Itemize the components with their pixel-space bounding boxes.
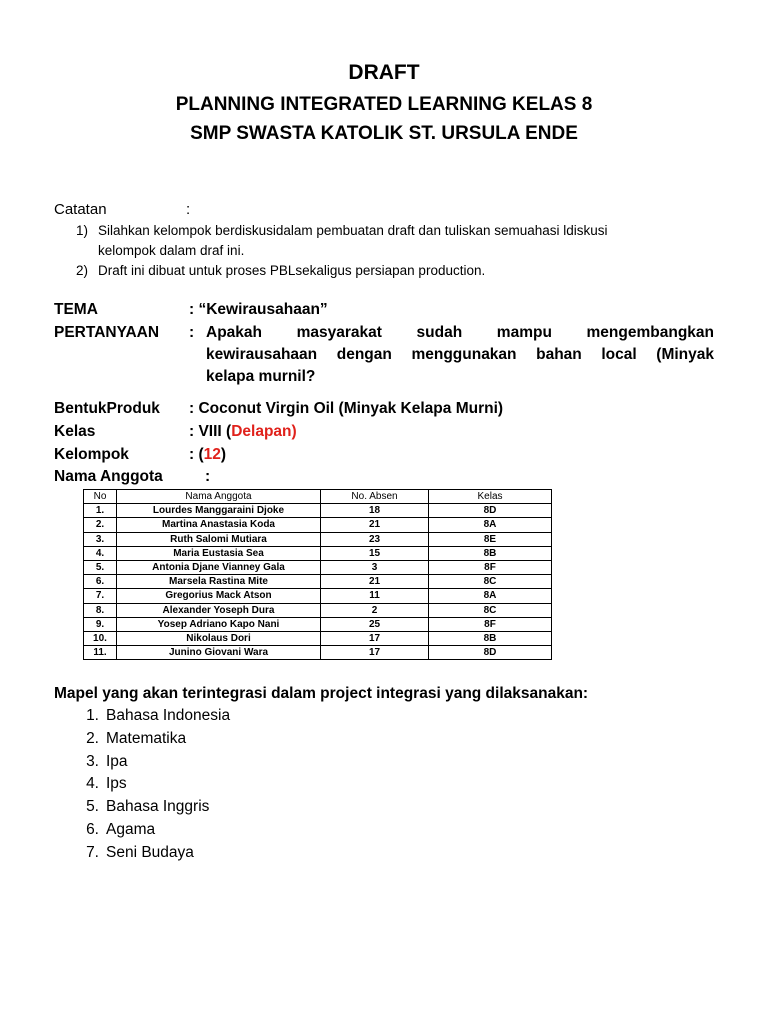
- table-row: [84, 546, 552, 560]
- notes-colon: :: [186, 201, 191, 218]
- table-cell: Martina Anastasia Koda: [117, 518, 321, 532]
- note-text-line: kelompok dalam draf ini.: [98, 243, 245, 258]
- kelas-red-text: Delapan): [231, 423, 297, 440]
- table-row: [84, 575, 552, 589]
- table-row: [84, 560, 552, 574]
- table-cell: 8A: [429, 589, 552, 603]
- list-item: [54, 819, 230, 842]
- table-header-cell: No. Absen: [321, 490, 429, 504]
- table-cell: 1.: [84, 504, 117, 518]
- table-cell: 8E: [429, 532, 552, 546]
- list-item-text: Ipa: [106, 752, 128, 770]
- table-cell: 8D: [429, 504, 552, 518]
- list-item: [54, 751, 230, 774]
- kelompok-number: 12: [203, 446, 221, 463]
- table-cell: 4.: [84, 546, 117, 560]
- list-item-number: 7.: [86, 843, 99, 861]
- document-title: DRAFT: [348, 61, 420, 84]
- document-subtitle-school: SMP SWASTA KATOLIK ST. URSULA ENDE: [190, 123, 578, 144]
- table-cell: Junino Giovani Wara: [117, 646, 321, 660]
- table-row: [84, 617, 552, 631]
- list-item-text: Agama: [106, 820, 156, 838]
- table-cell: Maria Eustasia Sea: [117, 546, 321, 560]
- table-cell: 17: [321, 631, 429, 645]
- table-header-cell: Kelas: [429, 490, 552, 504]
- note-number: 2): [76, 263, 89, 278]
- table-cell: Marsela Rastina Mite: [117, 575, 321, 589]
- table-cell: 15: [321, 546, 429, 560]
- table-row: [84, 603, 552, 617]
- list-item-text: Ips: [106, 775, 127, 793]
- table-cell: 3.: [84, 532, 117, 546]
- kelompok-value: [189, 446, 226, 464]
- list-item-text: Bahasa Indonesia: [106, 707, 231, 724]
- note-number: 1): [76, 223, 89, 238]
- table-cell: 2: [321, 603, 429, 617]
- list-item: [54, 773, 230, 796]
- list-item-number: 6.: [86, 820, 99, 838]
- table-row: [84, 504, 552, 518]
- list-item-number: 5.: [86, 798, 99, 816]
- table-cell: 8A: [429, 518, 552, 532]
- table-cell: Ruth Salomi Mutiara: [117, 532, 321, 546]
- table-row: [84, 518, 552, 532]
- table-cell: 21: [321, 575, 429, 589]
- table-row: [84, 589, 552, 603]
- list-item: [54, 705, 230, 728]
- table-cell: 8F: [429, 560, 552, 574]
- table-cell: 8B: [429, 631, 552, 645]
- table-cell: Lourdes Manggaraini Djoke: [117, 504, 321, 518]
- pertanyaan-line: Apakah masyarakat sudah mampu mengembangkan: [206, 324, 714, 341]
- nama-anggota-colon: :: [205, 468, 211, 485]
- table-row: [84, 646, 552, 660]
- table-cell: 8.: [84, 603, 117, 617]
- table-row: [84, 532, 552, 546]
- table-cell: 10.: [84, 631, 117, 645]
- table-cell: 5.: [84, 560, 117, 574]
- table-cell: Antonia Djane Vianney Gala: [117, 560, 321, 574]
- nama-anggota-label: Nama Anggota: [54, 468, 163, 485]
- pertanyaan-line: kewirausahaan dengan menggunakan bahan local (Minyak: [206, 346, 714, 363]
- table-cell: Nikolaus Dori: [117, 631, 321, 645]
- table-cell: 3: [321, 560, 429, 574]
- table-cell: Gregorius Mack Atson: [117, 589, 321, 603]
- list-item: [54, 728, 230, 751]
- table-header-row: [84, 490, 552, 504]
- table-cell: Alexander Yoseph Dura: [117, 603, 321, 617]
- pertanyaan-line: kelapa murnil?: [206, 368, 316, 385]
- table-row: [84, 631, 552, 645]
- list-item-text: Matematika: [106, 729, 187, 747]
- table-header-cell: Nama Anggota: [117, 490, 321, 504]
- kelas-prefix: : VIII (: [189, 423, 232, 440]
- bentuk-produk-value: : Coconut Virgin Oil (Minyak Kelapa Murni): [189, 400, 504, 417]
- table-cell: 8F: [429, 617, 552, 631]
- list-item-number: 1.: [86, 707, 99, 724]
- table-cell: 18: [321, 504, 429, 518]
- kelompok-label: Kelompok: [54, 446, 129, 463]
- table-cell: 25: [321, 617, 429, 631]
- list-item-number: 2.: [86, 729, 99, 747]
- note-text-line: Silahkan kelompok berdiskusidalam pembuatan draft dan tuliskan semuahasi ldiskusi: [98, 223, 608, 238]
- list-item-text: Seni Budaya: [106, 843, 194, 861]
- kelas-label: Kelas: [54, 423, 96, 440]
- note-text-line: Draft ini dibuat untuk proses PBLsekaligus persiapan production.: [98, 263, 486, 278]
- document-subtitle-planning: PLANNING INTEGRATED LEARNING KELAS 8: [175, 94, 593, 115]
- bentuk-produk-label: BentukProduk: [54, 400, 160, 417]
- table-cell: 9.: [84, 617, 117, 631]
- table-cell: 11.: [84, 646, 117, 660]
- table-cell: 8C: [429, 575, 552, 589]
- list-item-text: Bahasa Inggris: [106, 798, 210, 816]
- tema-value: : “Kewirausahaan”: [189, 301, 328, 318]
- mapel-list: [54, 705, 230, 865]
- pertanyaan-label: PERTANYAAN: [54, 324, 160, 341]
- kelas-value: [189, 423, 297, 441]
- table-cell: 11: [321, 589, 429, 603]
- kelompok-suffix: ): [220, 446, 227, 463]
- members-table: [83, 489, 552, 660]
- table-cell: 17: [321, 646, 429, 660]
- list-item-number: 4.: [86, 775, 99, 793]
- tema-label: TEMA: [54, 301, 98, 318]
- table-header-cell: No: [84, 490, 117, 504]
- list-item-number: 3.: [86, 752, 99, 770]
- table-cell: 8D: [429, 646, 552, 660]
- table-cell: 8C: [429, 603, 552, 617]
- table-cell: 2.: [84, 518, 117, 532]
- table-cell: Yosep Adriano Kapo Nani: [117, 617, 321, 631]
- list-item: [54, 796, 230, 819]
- table-cell: 23: [321, 532, 429, 546]
- table-cell: 6.: [84, 575, 117, 589]
- kelompok-prefix: : (: [189, 446, 204, 463]
- mapel-title: Mapel yang akan terintegrasi dalam project integrasi yang dilaksanakan:: [54, 685, 589, 702]
- list-item: [54, 842, 230, 865]
- table-cell: 8B: [429, 546, 552, 560]
- table-cell: 7.: [84, 589, 117, 603]
- notes-label: Catatan: [54, 201, 107, 218]
- table-cell: 21: [321, 518, 429, 532]
- pertanyaan-colon: :: [189, 324, 195, 341]
